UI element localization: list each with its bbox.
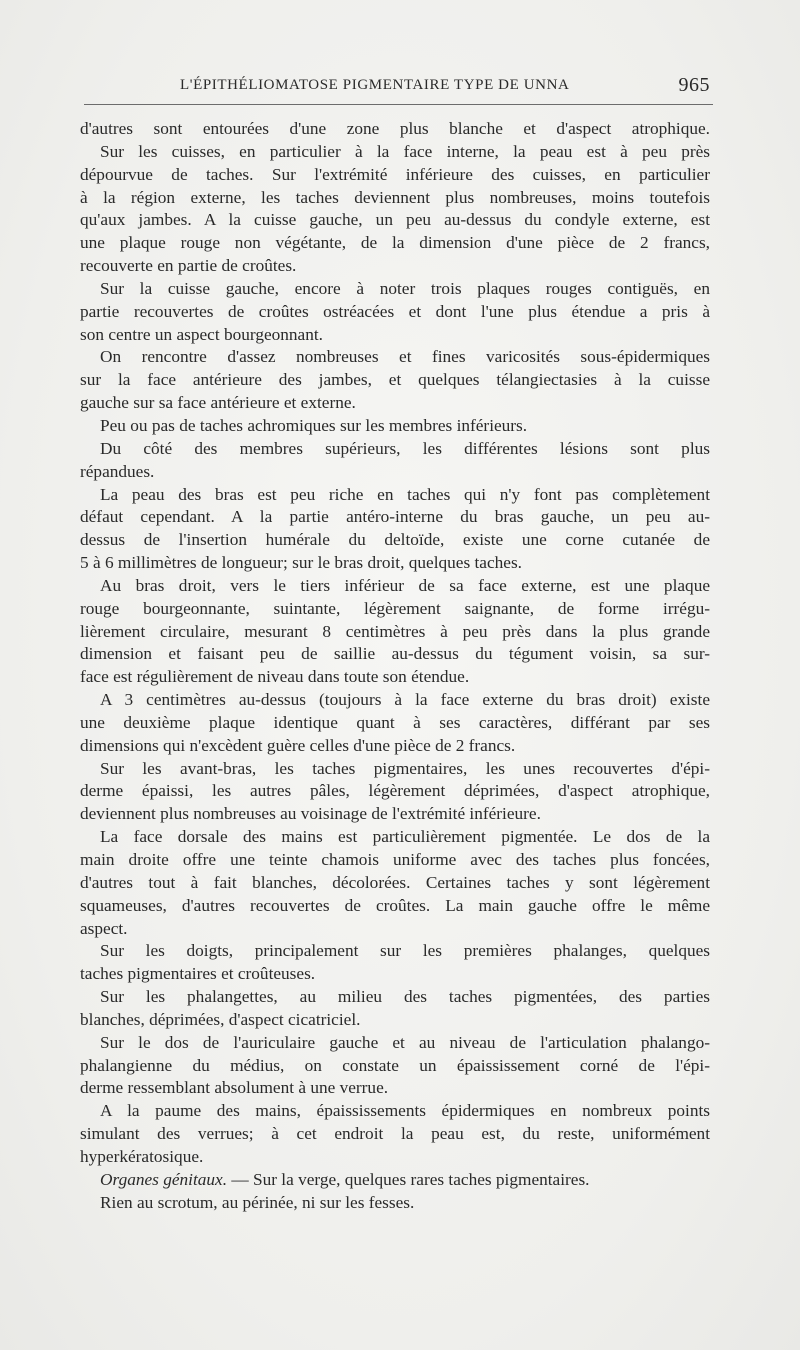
text-line: A 3 centimètres au-dessus (toujours à la face externe du bras droit) existe xyxy=(100,690,710,710)
text-line: taches pigmentaires et croûteuses. xyxy=(80,964,316,984)
text-line: derme épaissi, les autres pâles, légèrement déprimées, d'aspect atrophique, xyxy=(80,781,710,801)
text-line: Sur les avant-bras, les taches pigmentaires, les unes recouvertes d'épi- xyxy=(100,758,710,778)
text-line: La peau des bras est peu riche en taches qui n'y font pas complètement xyxy=(100,484,710,504)
text-line: blanches, déprimées, d'aspect cicatriciel. xyxy=(80,1009,361,1029)
text-line: La face dorsale des mains est particulièrement pigmentée. Le dos de la xyxy=(100,827,710,847)
text-line: rouge bourgeonnante, suintante, légèrement saignante, de forme irrégu- xyxy=(80,598,710,618)
running-title: L'ÉPITHÉLIOMATOSE PIGMENTAIRE TYPE DE UNNA xyxy=(180,77,570,93)
text-line: Sur les phalangettes, au milieu des taches pigmentées, des parties xyxy=(100,987,710,1007)
text-line: dimension et faisant peu de saillie au-dessus du tégument voisin, sa sur- xyxy=(80,644,710,664)
text-line: Peu ou pas de taches achromiques sur les membres inférieurs. xyxy=(100,415,528,435)
text-line: lièrement circulaire, mesurant 8 centimètres à peu près dans la plus grande xyxy=(80,621,710,641)
text-line: 5 à 6 millimètres de longueur; sur le bras droit, quelques taches. xyxy=(80,553,522,573)
section-heading-italic: Organes génitaux. xyxy=(100,1169,228,1189)
text-line: On rencontre d'assez nombreuses et fines varicosités sous-épidermiques xyxy=(100,347,710,367)
text-line: Rien au scrotum, au périnée, ni sur les fesses. xyxy=(100,1192,415,1212)
text-line: Au bras droit, vers le tiers inférieur de sa face externe, est une plaque xyxy=(100,575,710,595)
text-line: Du côté des membres supérieurs, les différentes lésions sont plus xyxy=(100,438,710,458)
text-line: phalangienne du médius, on constate un épaississement corné de l'épi- xyxy=(80,1055,710,1075)
page-number: 965 xyxy=(678,74,710,96)
text-line: hyperkératosique. xyxy=(80,1146,204,1166)
text-line: aspect. xyxy=(80,918,128,938)
text-line: main droite offre une teinte chamois uniforme avec des taches plus foncées, xyxy=(80,850,710,869)
text-line: à la région externe, les taches deviennent plus nombreuses, moins toutefois xyxy=(80,187,710,207)
text-line: Sur les doigts, principalement sur les premières phalanges, quelques xyxy=(100,941,710,961)
text-line: dessus de l'insertion humérale du deltoïde, existe une corne cutanée de xyxy=(80,530,710,550)
text-line: deviennent plus nombreuses au voisinage de l'extrémité inférieure. xyxy=(80,804,541,824)
page-header xyxy=(80,74,710,104)
text-line: Sur la cuisse gauche, encore à noter trois plaques rouges contiguës, en xyxy=(100,278,710,298)
text-line: dépourvue de taches. Sur l'extrémité inférieure des cuisses, en particulier xyxy=(80,164,710,184)
text-line: Sur les cuisses, en particulier à la face interne, la peau est à peu près xyxy=(100,141,710,161)
text-line: qu'aux jambes. A la cuisse gauche, un peu au-dessus du condyle externe, est xyxy=(80,210,710,230)
text-line: défaut cependant. A la partie antéro-interne du bras gauche, un peu au- xyxy=(80,507,710,527)
text-line: répandues. xyxy=(80,461,155,481)
text-line: d'autres tout à fait blanches, décolorées. Certaines taches y sont légèrement xyxy=(80,872,710,892)
text-line-remainder: — Sur la verge, quelques rares taches pigmentaires. xyxy=(227,1169,590,1189)
text-line: A la paume des mains, épaississements épidermiques en nombreux points xyxy=(100,1101,710,1121)
text-line: une plaque rouge non végétante, de la dimension d'une pièce de 2 francs, xyxy=(80,233,710,253)
text-line: Sur le dos de l'auriculaire gauche et au niveau de l'articulation phalango- xyxy=(100,1032,710,1052)
text-line: son centre un aspect bourgeonnant. xyxy=(80,324,323,344)
text-line: derme ressemblant absolument à une verrue. xyxy=(80,1078,389,1098)
text-line: gauche sur sa face antérieure et externe. xyxy=(80,393,356,413)
header-rule xyxy=(84,104,713,105)
text-line: une deuxième plaque identique quant à ses caractères, différant par ses xyxy=(80,712,710,732)
text-line: partie recouvertes de croûtes ostréacées et dont l'une plus étendue a pris à xyxy=(80,301,710,321)
text-line xyxy=(80,1169,710,1192)
text-line: dimensions qui n'excèdent guère celles d'une pièce de 2 francs. xyxy=(80,735,516,755)
body-text xyxy=(80,118,710,1215)
text-line: simulant des verrues; à cet endroit la peau est, du reste, uniformément xyxy=(80,1124,710,1144)
text-line: recouverte en partie de croûtes. xyxy=(80,256,297,276)
text-line: d'autres sont entourées d'une zone plus blanche et d'aspect atrophique. xyxy=(80,119,710,138)
text-line: face est régulièrement de niveau dans toute son étendue. xyxy=(80,667,470,687)
text-line: sur la face antérieure des jambes, et quelques télangiectasies à la cuisse xyxy=(80,370,710,390)
text-line: squameuses, d'autres recouvertes de croûtes. La main gauche offre le même xyxy=(80,895,710,915)
